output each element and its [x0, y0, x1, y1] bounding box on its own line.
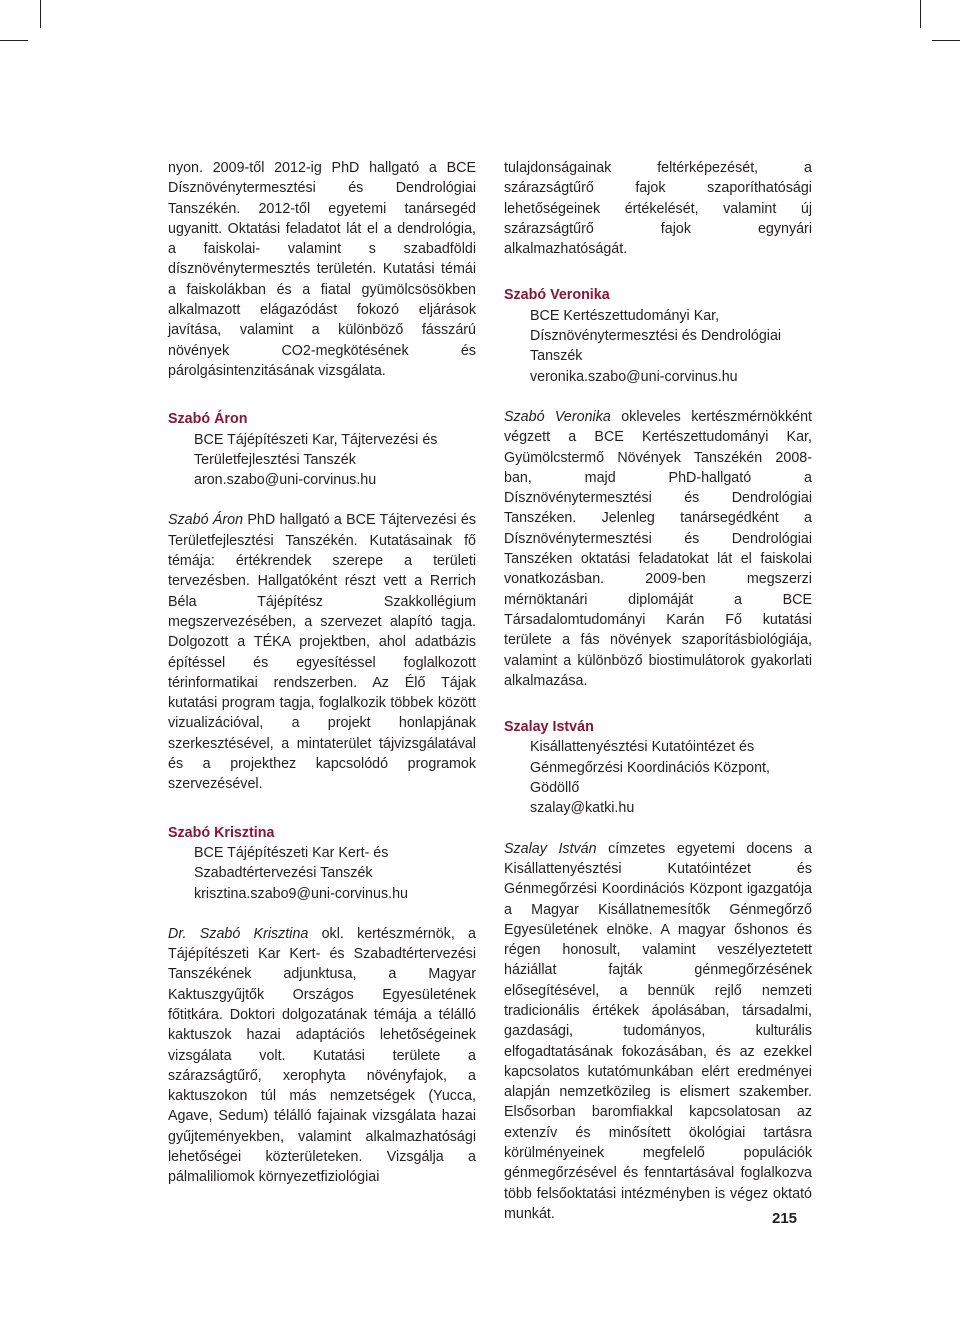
right-column — [504, 158, 812, 1224]
affiliation-line: Kisállattenyésztési Kutatóintézet és — [530, 739, 755, 756]
person-block-veronika — [504, 285, 812, 691]
affiliation-line: Gödöllő — [530, 780, 580, 797]
affiliation-line: Tanszék — [530, 348, 583, 365]
email-veronika: veronika.szabo@uni-corvinus.hu — [530, 368, 738, 385]
affiliation-aron — [194, 430, 476, 491]
bio-aron — [168, 510, 476, 794]
bio-veronika — [504, 407, 812, 691]
affiliation-veronika — [530, 306, 812, 387]
affiliation-line: Dísznövénytermesztési és Dendrológiai — [530, 328, 782, 345]
person-name-aron: Szabó Áron — [168, 411, 248, 428]
affiliation-line: BCE Tájépítészeti Kar, Tájtervezési és — [194, 431, 438, 448]
bio-text: PhD hallgató a BCE Tájtervezési és Területfejlesztési Tanszékén. Kutatásainak fő témája: értékrendek szerepe a területi tervezésben. Hallgatóként részt vett a Rerrich Béla Tájépítész Szakkollégium megszervezésében, a szervezet alapító tagja. Dolgozott a TÉKA projektben, ahol adatbázis építéssel és egyesítéssel foglalkozott térinformatikai rendszerben. Az Élő Tájak kutatási program tagja, foglalkozik többek között vizualizációval, a projekt honlapjának szerkesztésével, a mintaterület tájvizsgálatával és a projekthez kapcsolódó programok szervezésével. — [168, 512, 476, 793]
person-name-veronika: Szabó Veronika — [504, 287, 610, 304]
bio-lead-name: Szalay István — [504, 840, 597, 857]
email-krisztina: krisztina.szabo9@uni-corvinus.hu — [194, 885, 408, 902]
person-name-krisztina: Szabó Krisztina — [168, 824, 275, 841]
email-aron: aron.szabo@uni-corvinus.hu — [194, 472, 377, 489]
bio-text: címzetes egyetemi docens a Kisállattenyésztési Kutatóintézet és Génmegőrzési Koordinációs Központ igazgatója a Magyar Kisállatnemesítők Génmegőrző Egyesületének elnöke. A magyar őshonos és régen honosult, valamint veszélyeztetett háziállat fajták génmegőrzésének elősegítésével, a bennük rejlő nemzeti tradicionális értékek ápolásában, társadalmi, gazdasági, tudományos, kulturális elfogadtatásának fokozásában, és az ezekkel kapcsolatos kutatómunkában elért eredményei alapján nemzetközileg is elismert szakember. Elsősorban baromfiakkal kapcsolatosan az extenzív és minősített ökológiai tartásra körülményeinek megfelelő populációk génmegőrzésével és fenntartásával foglalkozva több felsőoktatási intézményben is végez oktató munkát. — [504, 840, 812, 1222]
person-name-istvan: Szalay István — [504, 719, 594, 736]
person-block-aron — [168, 409, 476, 794]
bio-krisztina — [168, 924, 476, 1188]
affiliation-line: Génmegőrzési Koordinációs Központ, — [530, 759, 771, 776]
crop-mark-top-right — [920, 0, 921, 28]
bio-lead-name: Szabó Veronika — [504, 408, 611, 425]
bio-text: okleveles kertészmérnökként végzett a BCE Kertészettudományi Kar, Gyümölcstermő Növények Tanszékén 2008-ban, majd PhD-hallgató a Dísznövénytermesztési és Dendrológiai Tanszéken. Jelenleg tanársegédként a Dísznövénytermesztési és Dendrológiai Tanszéken oktatási feladatokat lát el faiskolai vonatkozásban. 2009-ben megszerzi mérnöktanári diplomáját a BCE Társadalomtudományi Karán Fő kutatási területe a fás növények szaporításbiológiája, valamint a különböző biostimulátorok gyakorlati alkalmazása. — [504, 408, 812, 689]
crop-mark-top-left-h — [0, 40, 28, 41]
bio-istvan — [504, 839, 812, 1225]
bio-text: okl. kertészmérnök, a Tájépítészeti Kar Kert- és Szabadtértervezési Tanszékének adjunktusa, a Magyar Kaktuszgyűjtők Országos Egyesületének főtitkára. Doktori dolgozatának témája a télálló kaktuszok hazai adaptációs lehetőségeinek vizsgálata volt. Kutatási területe a szárazságtűrő, xerophyta növényfajok, a kaktuszokon túl más nemzetségek (Yucca, Agave, Sedum) télálló fajainak vizsgálata hazai gyűjteményekben, valamint alkalmazhatósági lehetőségei közterületeken. Vizsgálja a pálmaliliomok környezetfiziológiai — [168, 925, 476, 1186]
left-intro-paragraph: nyon. 2009-től 2012-ig PhD hallgató a BCE Dísznövénytermesztési és Dendrológiai Tanszékén. 2012-től egyetemi tanársegéd ugyanitt. Oktatási feladatot lát el a dendrológia, a faiskolai- valamint s szabadföldi dísznövénytermesztés területén. Kutatási témái a faiskolákban és a fiatal gyümölcsösökben alkalmazott elágazódást fokozó eljárások javítása, valamint a különböző fásszárú növények CO2-megkötésének és párolgásintenzitásának vizsgálata. — [168, 160, 476, 379]
right-intro-paragraph: tulajdonságainak feltérképezését, a szárazságtűrő fajok szaporíthatósági lehetőségeinek értékelését, valamint új szárazságtűrő fajok egynyári alkalmazhatóságát. — [504, 160, 812, 258]
person-block-krisztina — [168, 823, 476, 1188]
left-column — [168, 158, 476, 1188]
email-istvan: szalay@katki.hu — [530, 800, 635, 817]
affiliation-line: BCE Kertészettudományi Kar, — [530, 307, 720, 324]
person-block-istvan — [504, 717, 812, 1224]
bio-lead-name: Szabó Áron — [168, 512, 244, 529]
affiliation-line: Területfejlesztési Tanszék — [194, 451, 356, 468]
page-number: 215 — [772, 1210, 798, 1227]
bio-lead-name: Dr. Szabó Krisztina — [168, 925, 309, 942]
affiliation-line: Szabadtértervezési Tanszék — [194, 865, 373, 882]
affiliation-istvan — [530, 737, 812, 818]
crop-mark-top-left — [40, 0, 41, 28]
crop-mark-top-right-h — [932, 40, 960, 41]
affiliation-krisztina — [194, 843, 476, 904]
affiliation-line: BCE Tájépítészeti Kar Kert- és — [194, 844, 389, 861]
